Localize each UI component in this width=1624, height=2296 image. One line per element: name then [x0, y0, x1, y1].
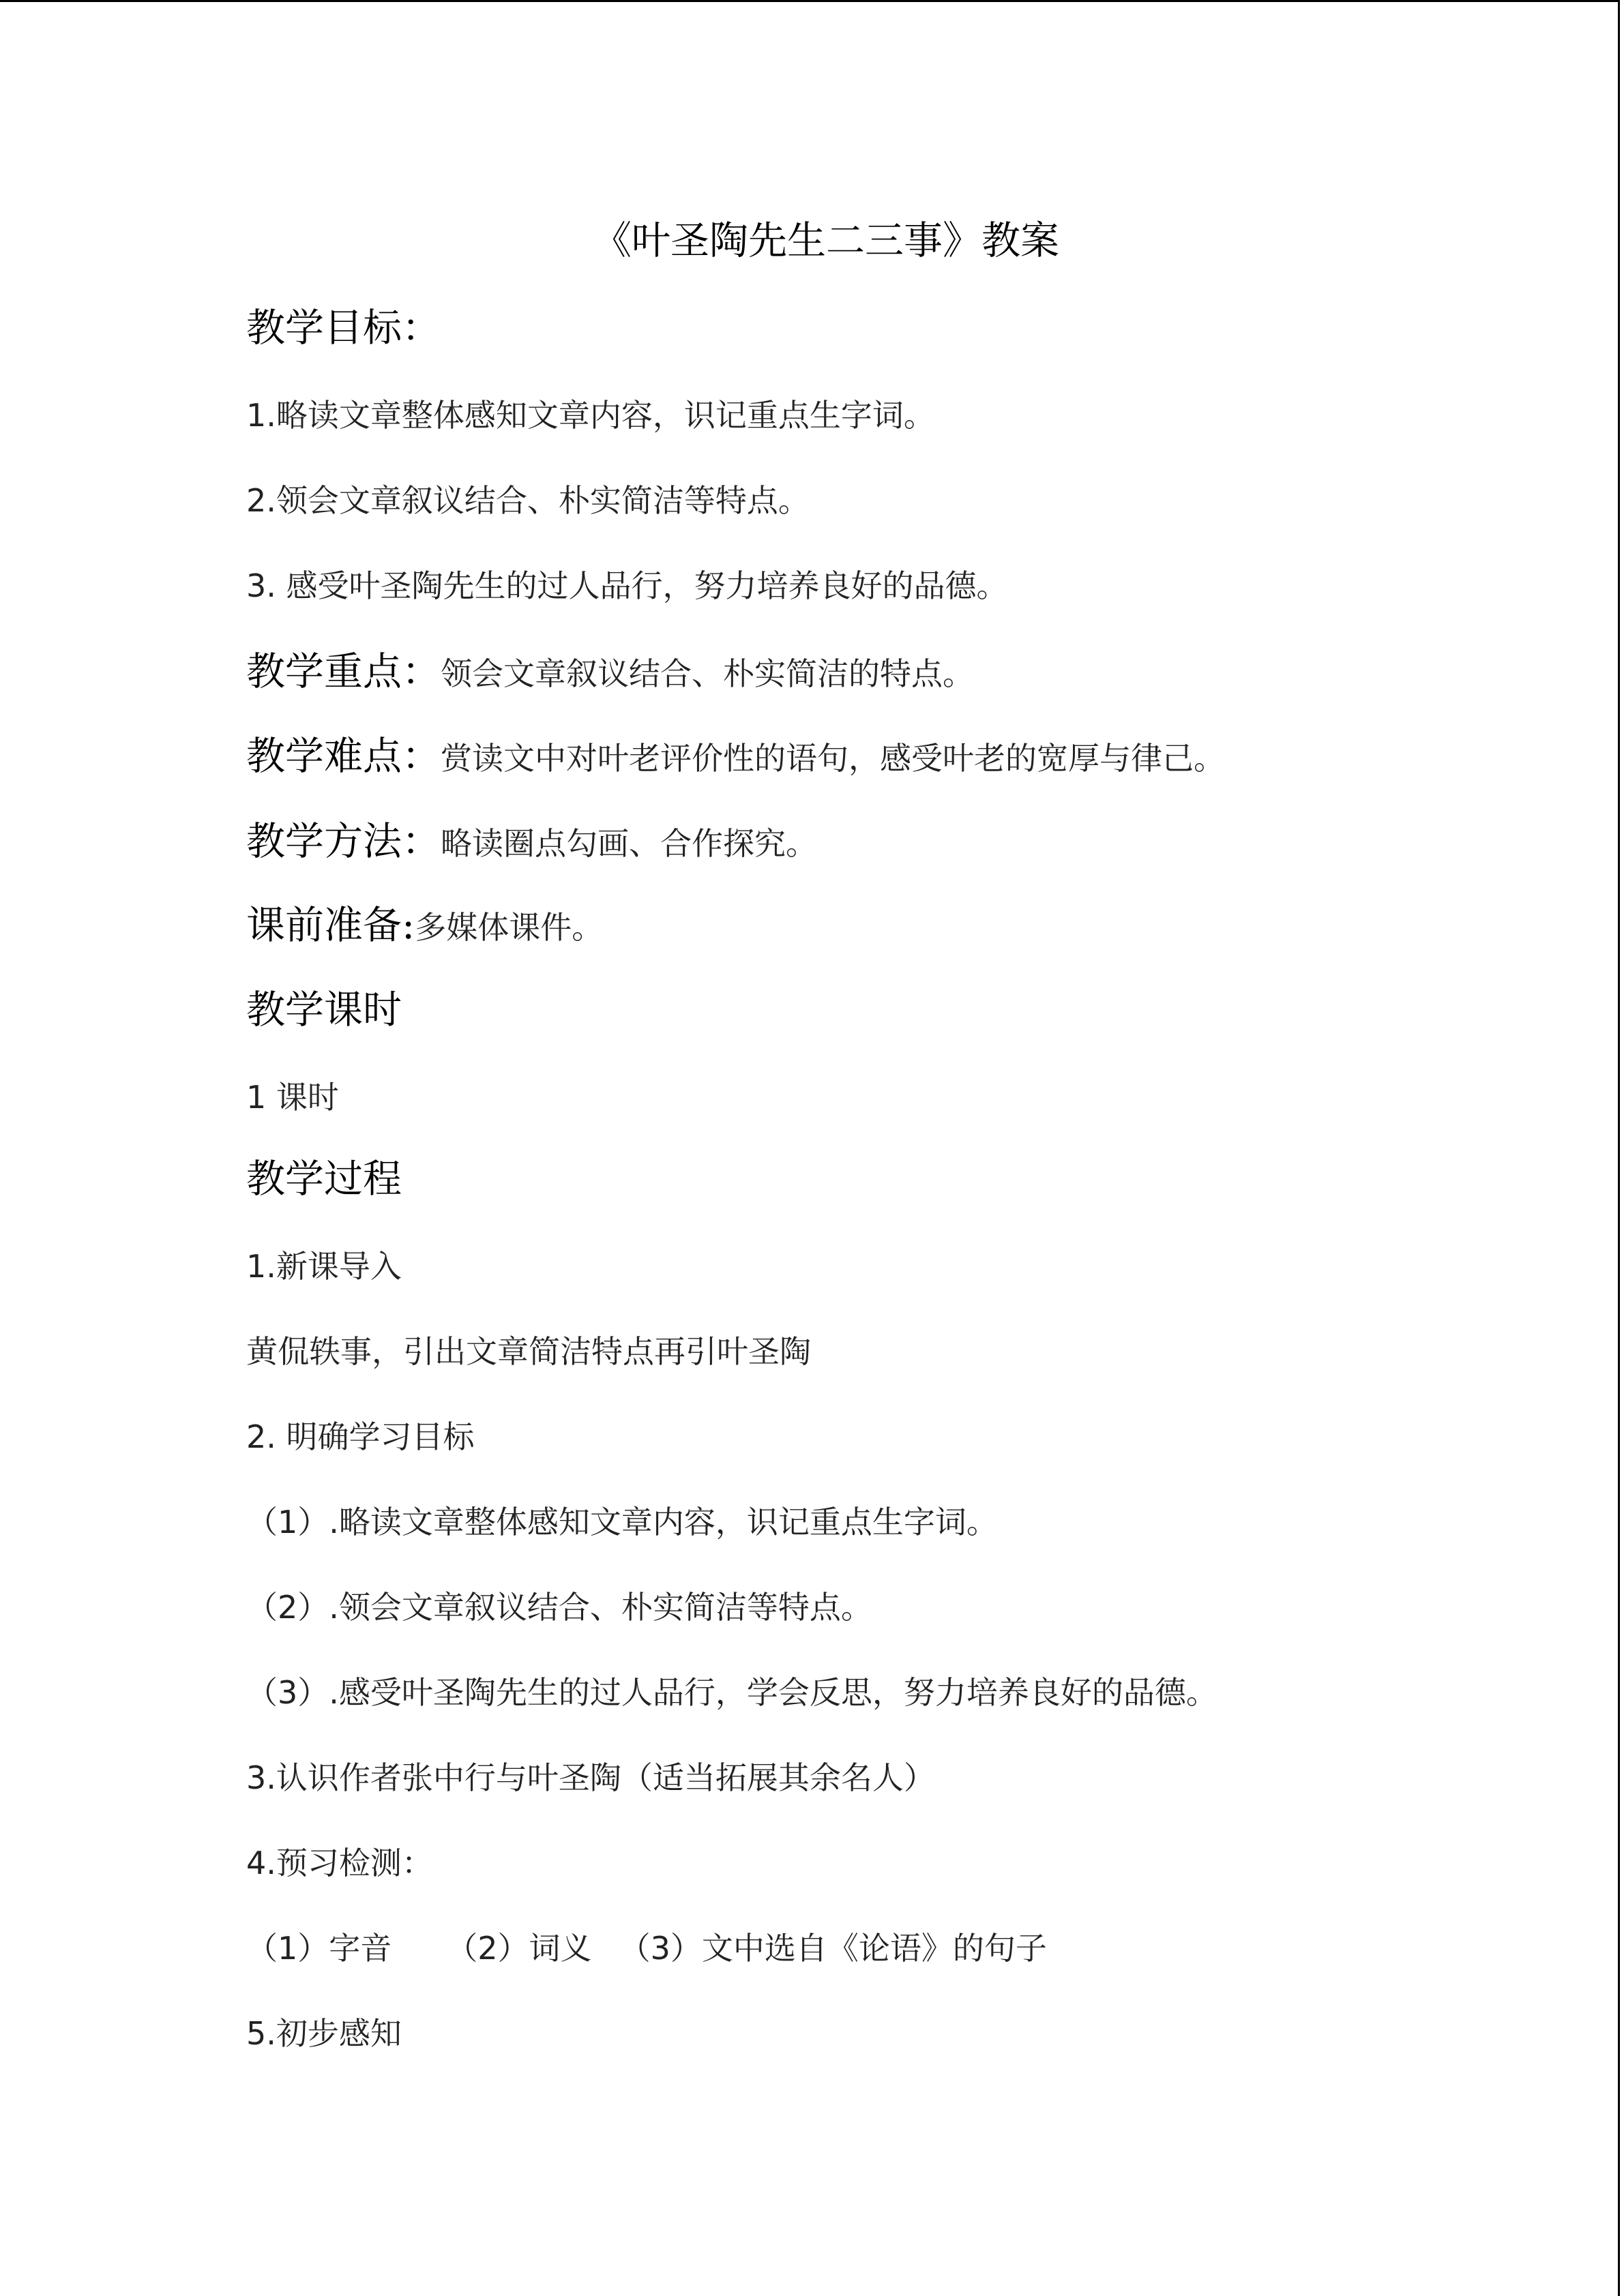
process-item-9: 5.初步感知: [246, 2015, 402, 2052]
process-item-6: （3）.感受叶圣陶先生的过人品行，学会反思，努力培养良好的品德。: [246, 1674, 1217, 1711]
preview-check-3: （3）文中选自《论语》的句子: [619, 1930, 1047, 1967]
key-point-label: 教学重点：: [246, 649, 441, 694]
document-title: 《叶圣陶先生二三事》教案: [593, 218, 1059, 263]
process-item-4: （1）.略读文章整体感知文章内容，识记重点生字词。: [246, 1504, 998, 1540]
preview-check-row: [246, 1924, 1047, 1969]
hours-heading: 教学课时: [246, 987, 402, 1032]
key-point-text: 领会文章叙议结合、朴实简洁的特点。: [441, 655, 974, 692]
objective-item-1: 1.略读文章整体感知文章内容，识记重点生字词。: [246, 397, 935, 434]
method-label: 教学方法：: [246, 819, 441, 864]
process-item-3: 2. 明确学习目标: [246, 1418, 475, 1455]
process-item-8: 4.预习检测：: [246, 1845, 433, 1881]
method-row: [246, 810, 817, 866]
process-item-5: （2）.领会文章叙议结合、朴实简洁等特点。: [246, 1589, 872, 1626]
objectives-heading: 教学目标：: [246, 305, 441, 351]
difficulty-label: 教学难点：: [246, 734, 441, 779]
hours-text: 1 课时: [246, 1079, 339, 1116]
preparation-label: 课前准备:: [246, 903, 415, 948]
method-text: 略读圈点勾画、合作探究。: [441, 825, 817, 862]
key-point-row: [246, 640, 974, 696]
difficulty-text: 赏读文中对叶老评价性的语句，感受叶老的宽厚与律己。: [441, 740, 1225, 777]
objective-item-2: 2.领会文章叙议结合、朴实简洁等特点。: [246, 482, 810, 519]
objective-item-3: 3. 感受叶圣陶先生的过人品行，努力培养良好的品德。: [246, 567, 1008, 604]
process-heading: 教学过程: [246, 1157, 402, 1202]
process-item-1: 1.新课导入: [246, 1248, 402, 1285]
process-item-7: 3.认识作者张中行与叶圣陶（适当拓展其余名人）: [246, 1759, 935, 1796]
preview-check-1: （1）字音: [246, 1930, 392, 1967]
process-item-2: 黄侃轶事，引出文章简洁特点再引叶圣陶: [246, 1333, 811, 1370]
preparation-row: [246, 894, 603, 950]
preparation-text: 多媒体课件。: [415, 909, 604, 946]
difficulty-row: [246, 725, 1225, 781]
preview-check-2: （2）词义: [446, 1930, 592, 1967]
